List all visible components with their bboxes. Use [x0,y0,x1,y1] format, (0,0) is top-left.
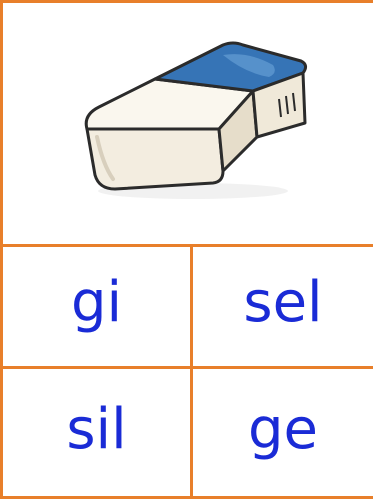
syllable-cell-gi [3,247,193,369]
syllable-label: sil [66,397,127,462]
syllable-label: ge [248,397,318,462]
picture-cell [3,3,373,247]
syllable-cell-sel [193,247,373,369]
syllable-cell-sil [3,369,193,499]
syllable-label: gi [70,269,123,335]
eraser-icon [73,33,313,213]
syllable-cell-ge [193,369,373,499]
syllable-label: sel [243,269,323,335]
syllable-grid [3,247,373,499]
